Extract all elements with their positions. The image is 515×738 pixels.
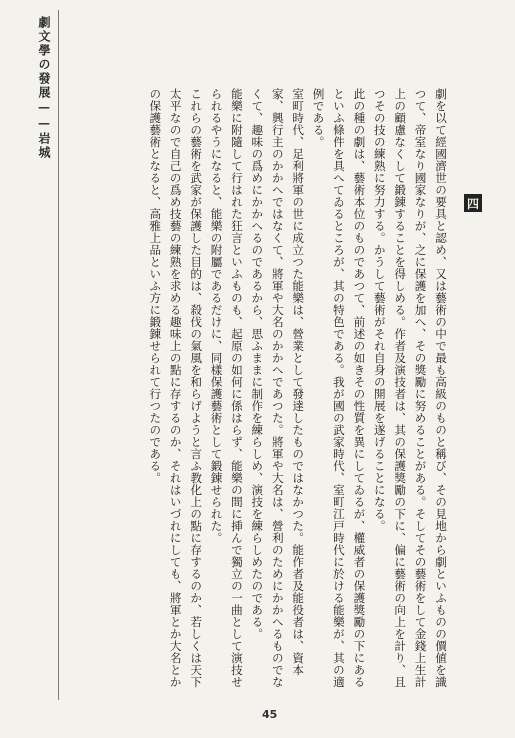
section-number-badge: 四: [464, 194, 482, 212]
running-head: 劇文學の發展——岩城: [37, 16, 51, 160]
paragraph-3: 室町時代、足利將軍の世に成立つた能樂は、營業として發達したものではなかつた。能作者及能役者は、資本家、興行主のかかへではなくて、將軍や大名のかかへであつた。將軍や大名は、營利のためにかかへるものでなくて、趣味の爲めにかかへるのであるから、思ふままに制作を練らしめ、演技を練らしめたのである。: [250, 88, 306, 688]
paragraph-5: これらの藝術を武家が保護した目的は、殺伐の氣風を和らげようと言ふ教化上の點に存するのか、若しくは天下太平なので自己の爲め技藝の練熟を求める趣味上の點に存するのか、それはいづれにしても、將軍とか大名とかの保護藝術となると、高雅上品といふ方に鍛錬せられて行つたのである。: [148, 88, 204, 688]
paragraph-1: 劇を以て經國濟世の要具と認め、又は藝術の中で最も高級のものと稱び、その見地から劇といふものの價値を識つて、帝室なり國家なりが、之に保護を加へ、その獎勵に努めることがある。そしてその藝術をして金錢上生計上の顧慮なくして鍛錬することを得しめる。作者及演技者は、其の保護獎勵の下に、偏に藝術の向上を計り、且つその技の練熟に努力する。かうして藝術がそれ自身の開展を遂げることになる。: [372, 88, 448, 688]
paragraph-2: 此の種の劇は、藝術本位のものであつて、前述の如きその性質を異にしてゐるが、權威者の保護獎勵の下にあるといふ條件を具へてゐるところが、其の特色である。我が國の武家時代、室町江戸時代に於ける能樂が、其の適例である。: [311, 88, 367, 688]
body-text: [46, 88, 451, 688]
paragraph-4: 能樂に附隨して行はれた狂言といふものも、起原の如何に係はらず、能樂の間に挿んで獨立の一曲として演技せられるやうになると、能樂の附屬であるだけに、同樣保護藝術として鍛錬せられた。: [209, 88, 244, 688]
page-number: 45: [262, 708, 278, 721]
